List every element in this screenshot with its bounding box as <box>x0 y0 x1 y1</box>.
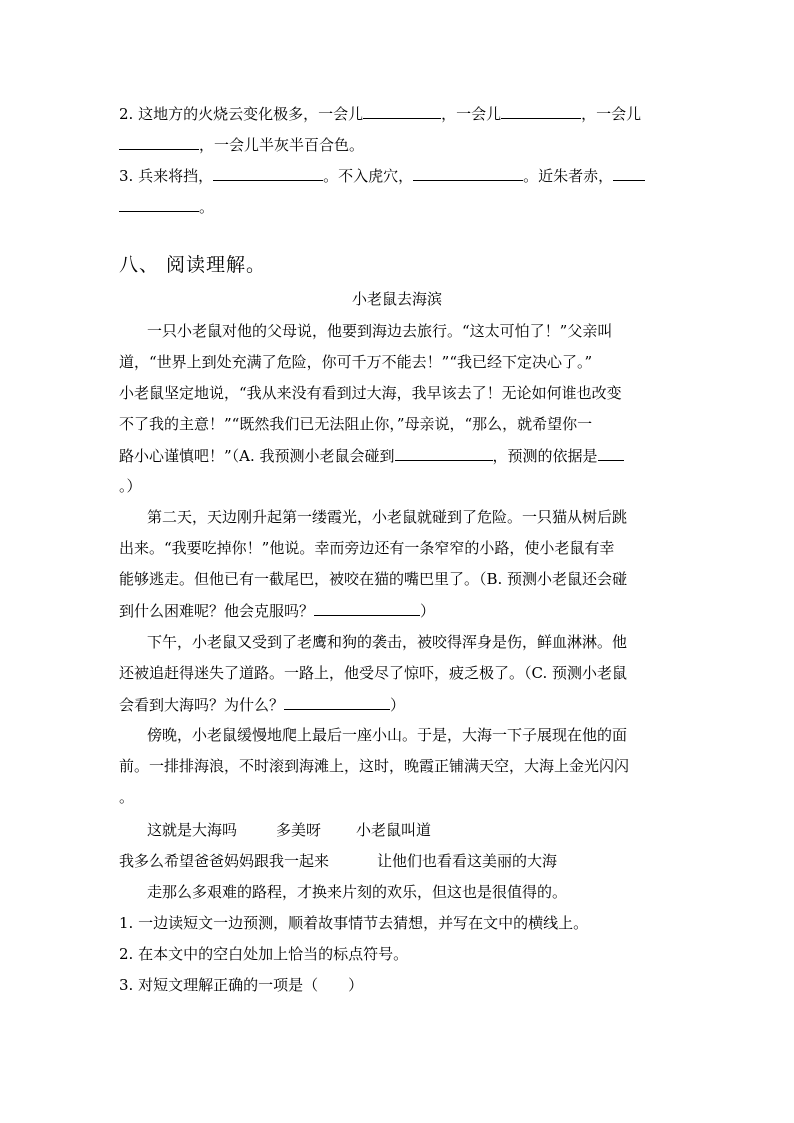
answer-blank[interactable] <box>119 196 199 212</box>
story-line: 不了我的主意！”“既然我们已无法阻止你，”母亲说，“那么，就希望你一 <box>119 415 593 433</box>
story-line: 下午，小老鼠又受到了老鹰和狗的袭击，被咬得浑身是伤，鲜血淋淋。他 <box>147 633 628 651</box>
answer-blank[interactable] <box>598 445 624 461</box>
story-line: 小老鼠坚定地说，“我从来没有看到过大海，我早该去了！无论如何谁也改变 <box>119 384 622 402</box>
question-2: 2. 在本文中的空白处加上恰当的标点符号。 <box>119 945 409 963</box>
story-line: 。 <box>119 788 135 806</box>
story-line: 道，“世界上到处充满了危险，你可千万不能去！”“我已经下定决心了。” <box>119 353 593 371</box>
fill-q3-line1: 3. 兵来将挡， 。不入虎穴， 。近朱者赤， <box>119 165 675 186</box>
story-line: 一只小老鼠对他的父母说，他要到海边去旅行。“这太可怕了！”父亲叫 <box>147 322 613 340</box>
answer-blank[interactable] <box>284 694 390 710</box>
answer-blank[interactable] <box>363 103 441 119</box>
worksheet-page: 2. 这地方的火烧云变化极多，一会儿 ，一会儿 ，一会儿 ，一会儿半灰半百合色。 3. 兵来将挡， 。不入虎穴， 。近朱者赤， 。 八、 阅读理解。 小老鼠去海滨 一只小老鼠对他的父母说，他要到海边去旅行。“这太可怕了！”父亲叫 道，“世界上到处充满了危险，你可千万不能去！”“我已经下定决心了。” 小老鼠坚定地说，“我从来没有看到过大海，我早该去了！无论如何谁也改变 不了我的主意！”“既然我们已无法阻止你，”母亲说，“那么，就希望你一 路小心谨慎吧！”（A. 我预测小老鼠会碰到 ，预测的依据是 。） 第二天，天边刚升起第一缕霞光，小老鼠就碰到了危险。一只猫从树后跳 出来。“我要吃掉你！”他说。幸而旁边还有一条窄窄的小路，使小老鼠有幸 能够逃走。但他已有一截尾巴，被咬在猫的嘴巴里了。（B. 预测小老鼠还会碰 到什么困难呢？他会克服吗？ ） 下午，小老鼠又受到了老鹰和狗的袭击，被咬得浑身是伤，鲜血淋淋。他 还被追赶得迷失了道路。一路上，他受尽了惊吓，疲乏极了。（C. 预测小老鼠 会看到大海吗？为什么？ ） 傍晚，小老鼠缓慢地爬上最后一座小山。于是，大海一下子展现在他的面 前。一排排海浪，不时滚到海滩上，这时，晚霞正铺满天空，大海上金光闪闪 。 这就是大海吗 多美呀 小老鼠叫道 我多么希望爸爸妈妈跟我一起来 让他们也看看这美丽的大海 走那么多艰难的路程，才换来片刻的欢乐，但这也是很值得的。 1. 一边读短文一边预测，顺着故事情节去猜想，并写在文中的横线上。 2. 在本文中的空白处加上恰当的标点符号。 3. 对短文理解正确的一项是（ ） <box>0 0 794 1123</box>
answer-blank[interactable] <box>119 134 199 150</box>
prediction-c-line: 会看到大海吗？为什么？ ） <box>119 696 406 714</box>
story-line: 傍晚，小老鼠缓慢地爬上最后一座小山。于是，大海一下子展现在他的面 <box>147 726 628 744</box>
story-line: 能够逃走。但他已有一截尾巴，被咬在猫的嘴巴里了。（B. 预测小老鼠还会碰 <box>119 570 628 588</box>
prediction-a-line: 路小心谨慎吧！”（A. 我预测小老鼠会碰到 ，预测的依据是 <box>119 445 675 466</box>
question-3: 3. 对短文理解正确的一项是（ ） <box>119 976 364 994</box>
fill-q2-line1: 2. 这地方的火烧云变化极多，一会儿 ，一会儿 ，一会儿 <box>119 105 642 123</box>
story-line: 。） <box>119 477 142 495</box>
question-1: 1. 一边读短文一边预测，顺着故事情节去猜想，并写在文中的横线上。 <box>119 914 589 932</box>
answer-blank[interactable] <box>314 600 420 616</box>
story-line: 出来。“我要吃掉你！”他说。幸而旁边还有一条窄窄的小路，使小老鼠有幸 <box>119 539 615 557</box>
fill-q3-line2: 。 <box>119 196 675 217</box>
fill-q2-line2: ，一会儿半灰半百合色。 <box>119 134 675 155</box>
story-line: 还被追赶得迷失了道路。一路上，他受尽了惊吓，疲乏极了。（C. 预测小老鼠 <box>119 664 627 682</box>
answer-blank[interactable] <box>413 165 523 181</box>
answer-blank[interactable] <box>213 165 323 181</box>
answer-blank[interactable] <box>395 445 493 461</box>
section-heading: 八、 阅读理解。 <box>119 254 267 276</box>
answer-blank[interactable] <box>501 103 581 119</box>
story-title: 小老鼠去海滨 <box>351 290 442 308</box>
story-line: 第二天，天边刚升起第一缕霞光，小老鼠就碰到了危险。一只猫从树后跳 <box>147 508 628 526</box>
story-line: 走那么多艰难的路程，才换来片刻的欢乐，但这也是很值得的。 <box>147 883 568 901</box>
answer-blank[interactable] <box>613 165 645 181</box>
story-line: 前。一排排海浪，不时滚到海滩上，这时，晚霞正铺满天空，大海上金光闪闪 <box>119 757 630 775</box>
prediction-b-line: 到什么困难呢？他会克服吗？ ） <box>119 602 436 620</box>
